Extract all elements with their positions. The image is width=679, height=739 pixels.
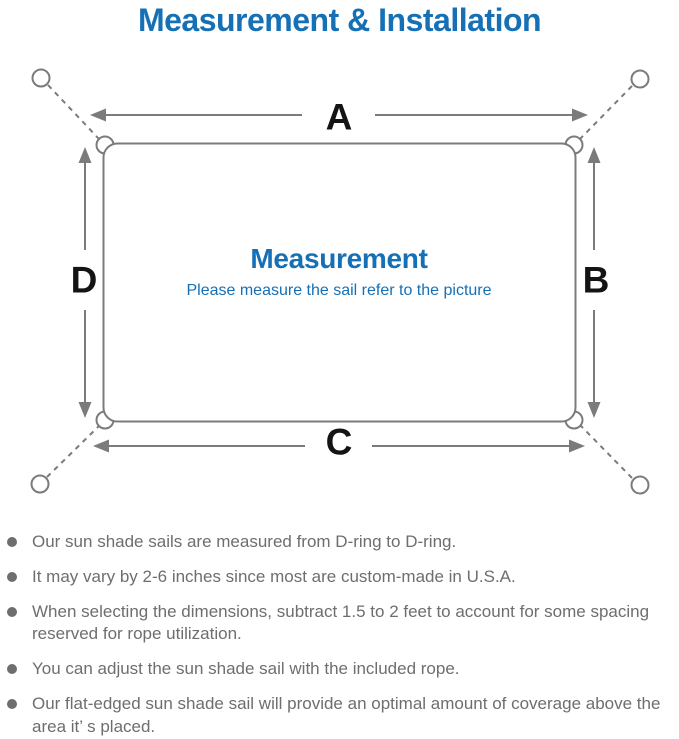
note-text: When selecting the dimensions, subtract 1.5 to 2 feet to account for some spacing reserved for rope utilization. xyxy=(32,602,650,644)
note-text: It may vary by 2-6 inches since most are custom-made in U.S.A. xyxy=(32,567,516,587)
measurement-note-title: Measurement xyxy=(250,243,428,274)
dimension-label-c: C xyxy=(325,421,353,463)
dimension-label-a: A xyxy=(325,96,353,138)
bullet-icon xyxy=(7,572,17,582)
page-title: Measurement & Installation xyxy=(137,2,542,38)
bullet-icon xyxy=(7,607,17,617)
notes-list xyxy=(4,531,674,739)
dimension-label-b: B xyxy=(582,259,610,301)
note-text: You can adjust the sun shade sail with the included rope. xyxy=(32,659,460,679)
measurement-note-subtitle: Please measure the sail refer to the picture xyxy=(186,282,492,299)
note-text: Our flat-edged sun shade sail will provide an optimal amount of coverage above the area it’ s placed. xyxy=(32,694,661,736)
note-item xyxy=(4,693,674,737)
bullet-icon xyxy=(7,699,17,709)
note-item xyxy=(4,531,674,553)
dimension-label-d: D xyxy=(70,259,98,301)
bullet-icon xyxy=(7,537,17,547)
note-item xyxy=(4,566,674,588)
note-item xyxy=(4,601,674,645)
note-item xyxy=(4,658,674,680)
measurement-note xyxy=(129,243,549,300)
note-text: Our sun shade sails are measured from D-ring to D-ring. xyxy=(32,532,457,551)
bullet-icon xyxy=(7,664,17,674)
